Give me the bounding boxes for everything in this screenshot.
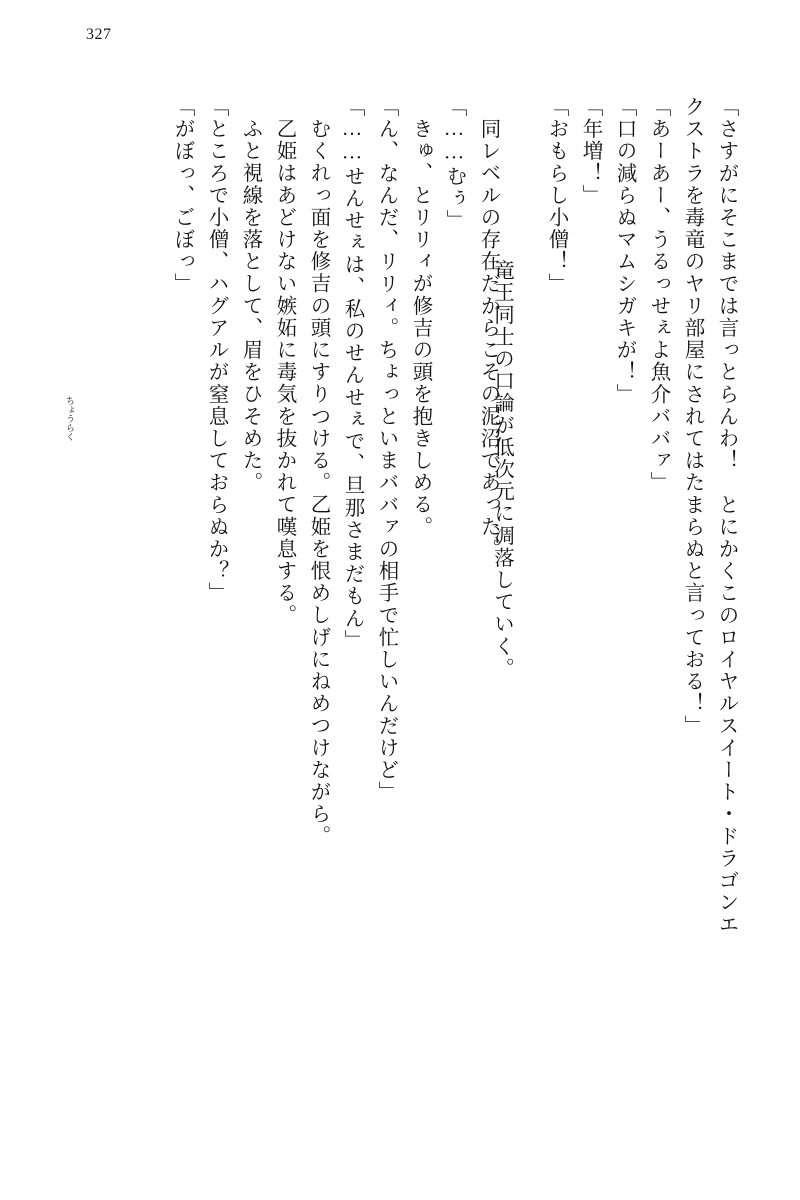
text-line: 「あーあー、うるっせぇよ魚介ババァ」 [647, 96, 669, 494]
text-line: むくれっ面を修吉の頭にすりつける。乙姫を恨めしげにねめつけながら。 [307, 118, 329, 848]
text-line: 「ん、なんだ、リリィ。ちょっといまババァの相手で忙しいんだけど」 [375, 96, 397, 804]
text-line: 「年増！」 [579, 96, 601, 207]
text-line: 「……せんせぇは、私のせんせぇで、旦那さまだもん」 [341, 96, 363, 652]
ruby-reading: ちょうらく [65, 396, 75, 441]
text-line: クストラを毒竜のヤリ部屋にされてはたまらぬと言っておる！」 [681, 96, 703, 737]
text-line: ふと視線を落として、眉をひそめた。 [239, 118, 261, 494]
text-line: 「……むぅ」 [443, 96, 465, 232]
text-line: きゅ、とリリィが修吉の頭を抱きしめる。 [409, 118, 431, 538]
text-line: 「口の減らぬマムシガキが！」 [613, 96, 635, 406]
text-line: 「ところで小僧、ハグアルが窒息しておらぬか？」 [205, 96, 227, 605]
text-line: 乙姫はあどけない嫉妬に毒気を抜かれて嘆息する。 [273, 118, 295, 627]
vertical-text-body [65, 96, 737, 1116]
text-line: 「おもらし小僧！」 [545, 96, 567, 295]
ruby-line-text: 竜王同士の口論が低次元に凋落していく。 [490, 259, 513, 680]
text-line: 「がぼっ、ごぼっ」 [171, 96, 193, 295]
text-line: 「さすがにそこまでは言っとらんわ！ とにかくこのロイヤルスイート・ドラゴンエ [715, 96, 737, 936]
page-number: 327 [86, 26, 112, 43]
text-line: 同レベルの存在だからこその泥沼であった。 [477, 118, 499, 560]
